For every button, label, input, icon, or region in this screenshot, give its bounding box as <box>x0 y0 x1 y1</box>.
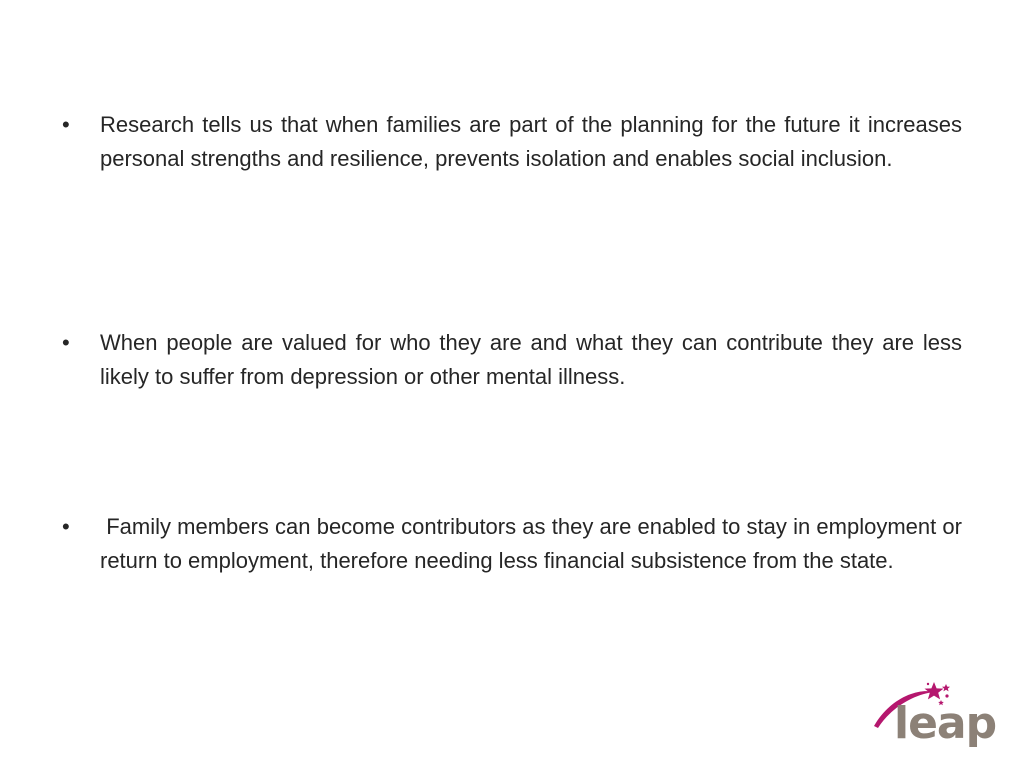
bullet-text: When people are valued for who they are and what they can contribute they are less likely to suffer from depression or other mental illness. <box>100 330 962 389</box>
bullet-text: Research tells us that when families are part of the planning for the future it increases personal strengths and resilience, prevents isolation and enables social inclusion. <box>100 112 962 171</box>
bullet-marker: • <box>62 514 70 539</box>
bullet-item <box>62 108 962 176</box>
bullet-text: Family members can become contributors as they are enabled to stay in employment or return to employment, therefore needing less financial subsistence from the state. <box>100 514 969 573</box>
bullet-item <box>62 326 962 394</box>
bullet-marker: • <box>62 330 70 355</box>
bullet-marker: • <box>62 112 70 137</box>
logo-text: leap <box>894 698 997 749</box>
bullet-item <box>62 510 969 578</box>
leap-logo <box>868 676 1000 756</box>
